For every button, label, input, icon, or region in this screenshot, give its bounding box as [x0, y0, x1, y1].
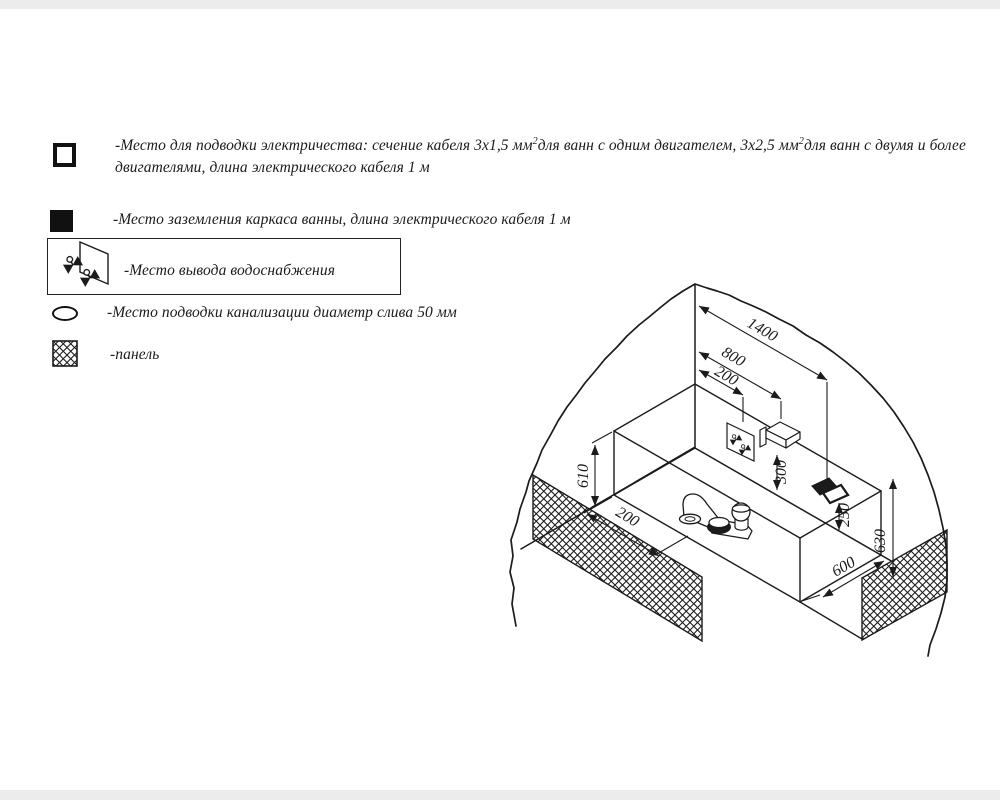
dim-200-bottom-label: 200 [612, 503, 642, 531]
drain-fitting [680, 494, 753, 539]
extension-line-200-right [657, 536, 688, 554]
dim-1400-label: 1400 [744, 314, 781, 346]
superscript-2: 2 [798, 135, 804, 147]
extension-line-610-top [592, 432, 612, 443]
legend-water-text: -Место вывода водоснабжения [124, 262, 335, 279]
dim-300-label: 300 [773, 460, 790, 484]
right-wall-floor-line [695, 448, 893, 562]
dim-250-label: 250 [836, 503, 853, 527]
legend-drain-text: -Место подводки канализации диаметр слива 50 мм [107, 304, 457, 321]
wall-spout-block [760, 422, 800, 448]
legend-panel-text: -панель [110, 346, 160, 363]
legend-ground-text: -Место заземления каркаса ванны, длина электрического кабеля 1 м [113, 211, 571, 228]
dim-200-top-label: 200 [711, 362, 741, 390]
dim-630-label: 630 [872, 529, 889, 553]
legend-electric-text-3: для ванн с двумя и более двигателями, длина электрического кабеля 1 м [115, 137, 966, 176]
extension-line-200-left [584, 497, 612, 513]
front-panel-left [533, 475, 702, 641]
wall-electric-symbols [812, 478, 848, 503]
legend-electric-text-1: -Место для подводки электричества: сечение кабеля 3х1,5 мм [115, 137, 533, 154]
dim-600-label: 600 [829, 553, 859, 581]
superscript-2: 2 [532, 135, 538, 147]
legend-electric-text-2: для ванн с одним двигателем, 3х2,5 мм [537, 137, 799, 154]
dim-800-label: 800 [718, 343, 748, 371]
dim-610-label: 610 [575, 464, 592, 488]
wall-water-supply-plate [727, 423, 754, 461]
